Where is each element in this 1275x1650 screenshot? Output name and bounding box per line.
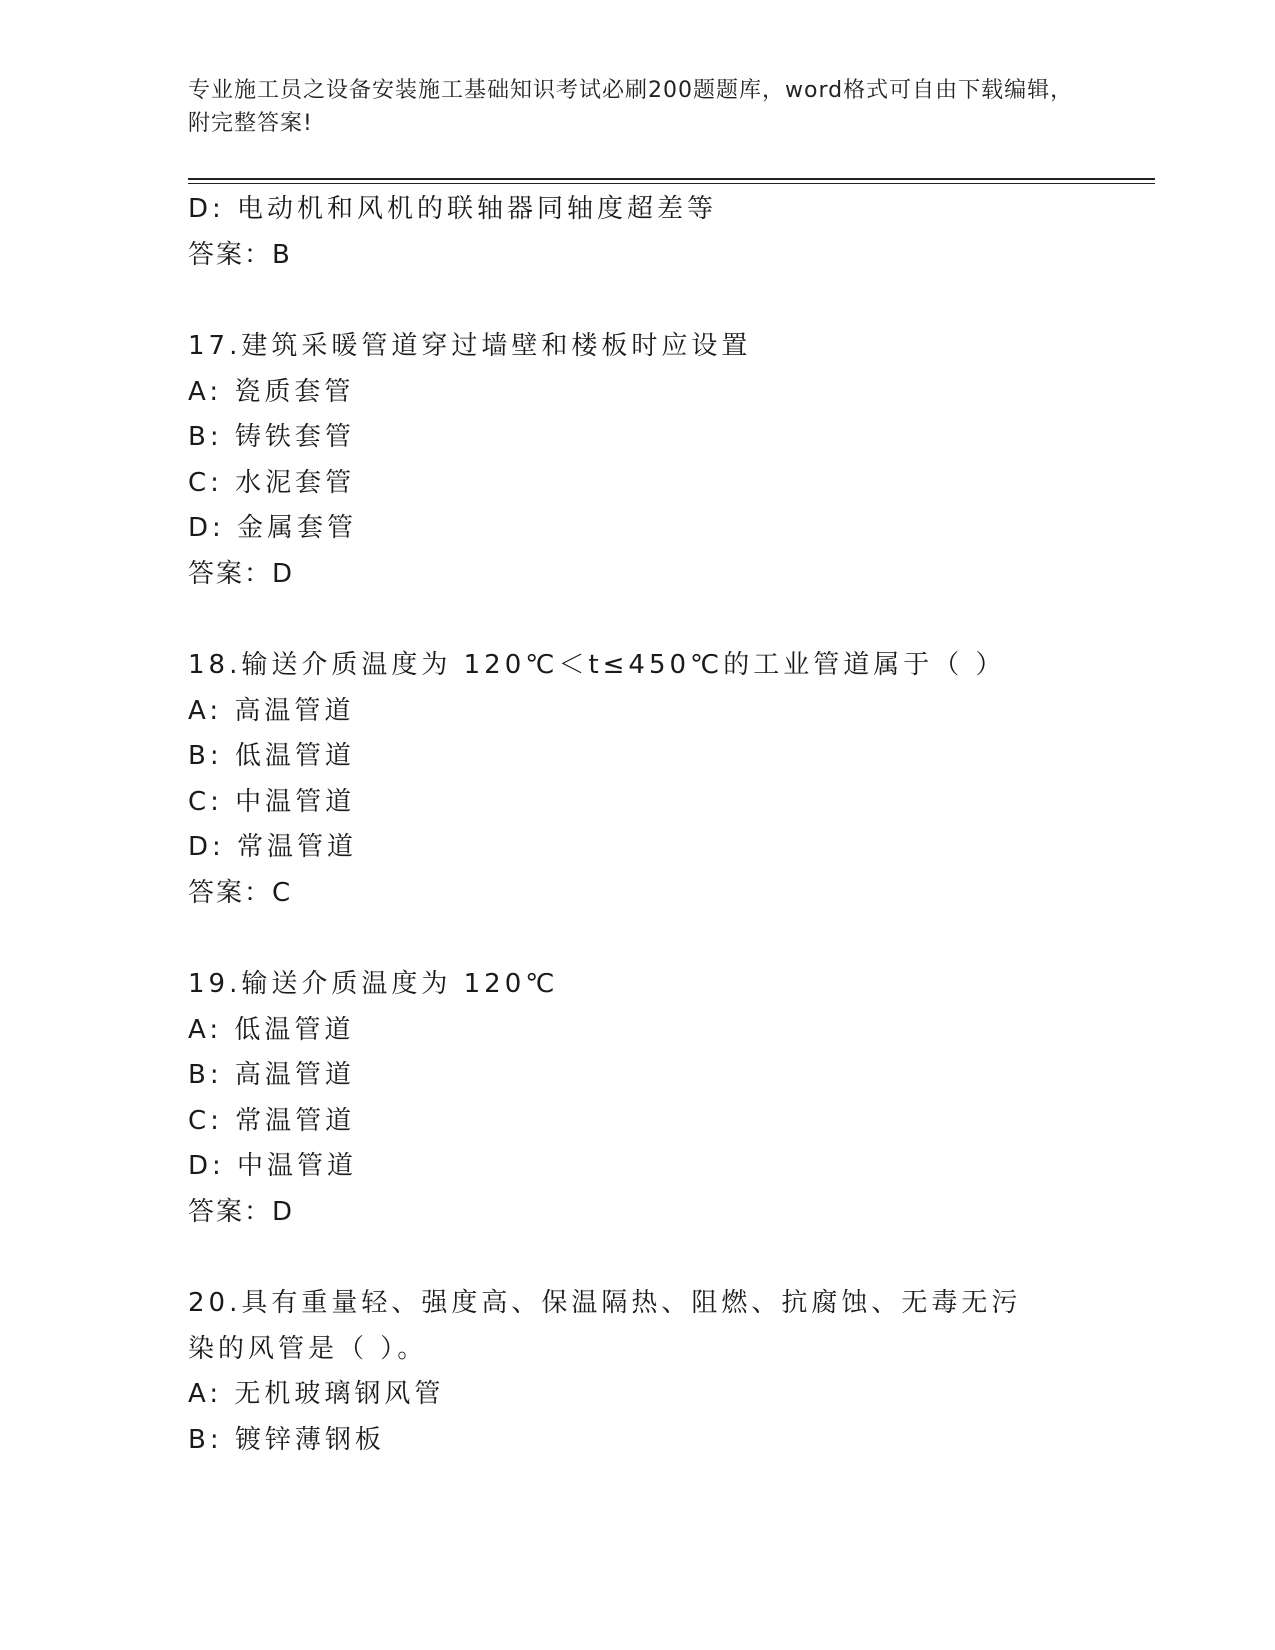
spacer <box>188 278 1088 324</box>
option-b: B: 高温管道 <box>188 1060 355 1090</box>
answer: 答案：D <box>188 1196 295 1227</box>
option-d: D: 金属套管 <box>188 513 358 543</box>
header-rule-thick <box>188 178 1155 180</box>
question-18 <box>188 643 1088 916</box>
option-b: B: 低温管道 <box>188 741 355 771</box>
document-header: 专业施工员之设备安装施工基础知识考试必刷200题题库，word格式可自由下载编辑，附完整答案! <box>188 78 1074 136</box>
question-19 <box>188 962 1088 1235</box>
spacer <box>188 1235 1088 1281</box>
option-c: C: 中温管道 <box>188 786 356 817</box>
answer: 答案：C <box>188 877 293 908</box>
spacer <box>188 916 1088 962</box>
option-c: C: 常温管道 <box>188 1105 356 1136</box>
question-text: 19.输送介质温度为 120℃ <box>188 969 559 999</box>
header-rule-thin <box>188 183 1155 184</box>
answer: 答案：B <box>188 239 292 270</box>
option-b: B: 铸铁套管 <box>188 422 355 452</box>
option-a: A: 高温管道 <box>188 695 355 726</box>
option-a: A: 低温管道 <box>188 1014 355 1045</box>
option-a: A: 无机玻璃钢风管 <box>188 1379 445 1409</box>
answer: 答案：D <box>188 558 295 589</box>
option-a: A: 瓷质套管 <box>188 376 355 407</box>
document-body <box>188 187 1088 1463</box>
question-17 <box>188 324 1088 597</box>
option-b: B: 镀锌薄钢板 <box>188 1424 385 1455</box>
option-c: C: 水泥套管 <box>188 467 356 498</box>
question-text: 18.输送介质温度为 120℃＜t≤450℃的工业管道属于（ ） <box>188 650 1006 680</box>
question-text: 20.具有重量轻、强度高、保温隔热、阻燃、抗腐蚀、无毒无污染的风管是（ ）。 <box>188 1288 1022 1364</box>
question-text: 17.建筑采暖管道穿过墙壁和楼板时应设置 <box>188 331 752 361</box>
option-d: D: 常温管道 <box>188 832 358 862</box>
option-d: D: 电动机和风机的联轴器同轴度超差等 <box>188 194 718 224</box>
question-20 <box>188 1281 1088 1463</box>
option-d: D: 中温管道 <box>188 1151 358 1181</box>
spacer <box>188 597 1088 643</box>
